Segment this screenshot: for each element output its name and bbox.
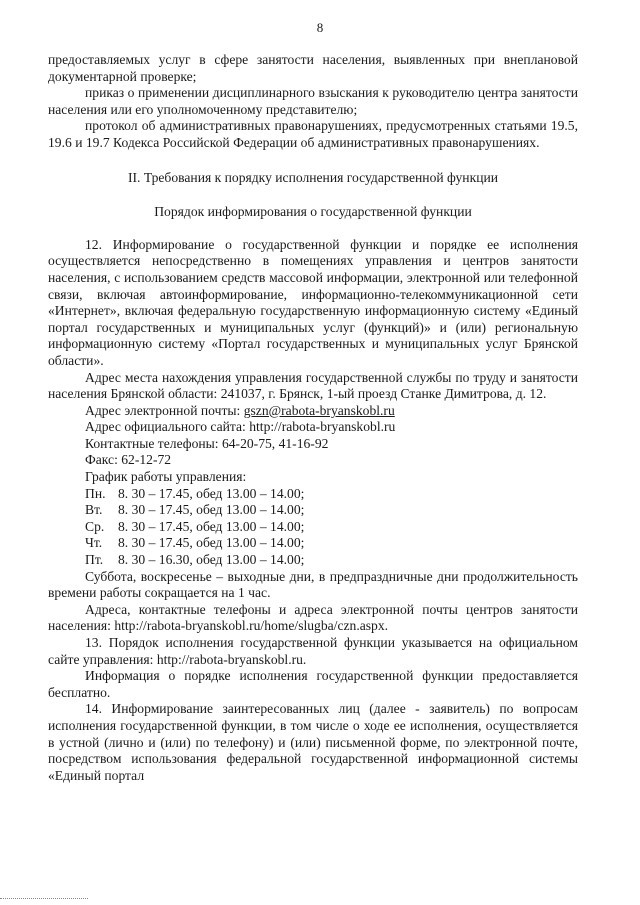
schedule-day: Вт. [85,502,103,518]
schedule-row [48,502,578,519]
footer-rule [0,898,88,899]
schedule-hours: 8. 30 – 17.45, обед 13.00 – 14.00; [118,535,305,551]
schedule-day: Ср. [85,518,105,534]
schedule-hours: 8. 30 – 16.30, обед 13.00 – 14.00; [118,552,305,568]
weekend-paragraph: Суббота, воскресенье – выходные дни, в предпраздничные дни продолжительность времени работы сокращается на 1 час. [48,568,578,601]
email-line [48,403,578,420]
schedule-day: Чт. [85,535,103,551]
item-protocol: протокол об административных правонарушениях, предусмотренных статьями 19.5, 19.6 и 19.7 Кодекса Российской Федерации об административных правонарушениях. [48,118,578,150]
schedule-row [48,552,578,569]
schedule-hours: 8. 30 – 17.45, обед 13.00 – 14.00; [118,518,305,534]
fax-line: Факс: 62-12-72 [85,452,172,468]
section-heading: II. Требования к порядку исполнения государственной функции [127,169,499,185]
address-paragraph: Адрес места нахождения управления государственной службы по труду и занятости населения Брянской области: 241037, г. Брянск, 1-ый проезд Станке Димитрова, д. 12. [48,369,578,402]
schedule-day: Пн. [85,485,106,501]
schedule-title: График работы управления: [85,469,247,485]
document-body [48,52,578,784]
phones-line: Контактные телефоны: 64-20-75, 41-16-92 [85,435,329,451]
email-label: Адрес электронной почты: [85,402,244,418]
paragraph-12: 12. Информирование о государственной функции и порядке ее исполнения осуществляется непосредственно в помещениях управления и центров занятости населения, с использованием средств массовой информации, электронной или телефонной связи, включая автоинформирование, информационно-телекоммуникационной сети «Интернет», включая федеральную государственную информационную систему «Единый портал государственных и муниципальных услуг (функций)» и (или) региональную информационную систему «Портал государственных и муниципальных услуг Брянской области». [48,236,578,368]
schedule-list [48,486,578,569]
paragraph-14: 14. Информирование заинтересованных лиц (далее - заявитель) по вопросам исполнения государственной функции, в том числе о ходе ее исполнения, осуществляется в устной (лично и (или) по телефону) и (или) письменной форме, по электронной почте, посредством использования федеральной государственной информационной системы «Единый портал [48,701,578,783]
page-number: 8 [316,20,324,35]
email-link[interactable]: gszn@rabota-bryanskobl.ru [243,402,395,418]
website-line: Адрес официального сайта: http://rabota-bryanskobl.ru [85,419,396,435]
schedule-hours: 8. 30 – 17.45, обед 13.00 – 14.00; [118,485,305,501]
schedule-row [48,535,578,552]
schedule-day: Пт. [85,552,104,568]
schedule-row [48,486,578,503]
subsection-heading: Порядок информирования о государственной функции [154,204,472,220]
schedule-hours: 8. 30 – 17.45, обед 13.00 – 14.00; [118,502,305,518]
continuation-text: предоставляемых услуг в сфере занятости населения, выявленных при внеплановой документарной проверке; [48,52,578,84]
free-info-paragraph: Информация о порядке исполнения государственной функции предоставляется бесплатно. [48,668,578,700]
item-order: приказ о применении дисциплинарного взыскания к руководителю центра занятости населения или его уполномоченному представителю; [48,85,578,117]
schedule-row [48,519,578,536]
paragraph-13: 13. Порядок исполнения государственной функции указывается на официальном сайте управления: http://rabota-bryanskobl.ru. [48,635,578,667]
centers-paragraph: Адреса, контактные телефоны и адреса электронной почты центров занятости населения: http://rabota-bryanskobl.ru/home/slugba/czn.aspx. [48,601,578,634]
